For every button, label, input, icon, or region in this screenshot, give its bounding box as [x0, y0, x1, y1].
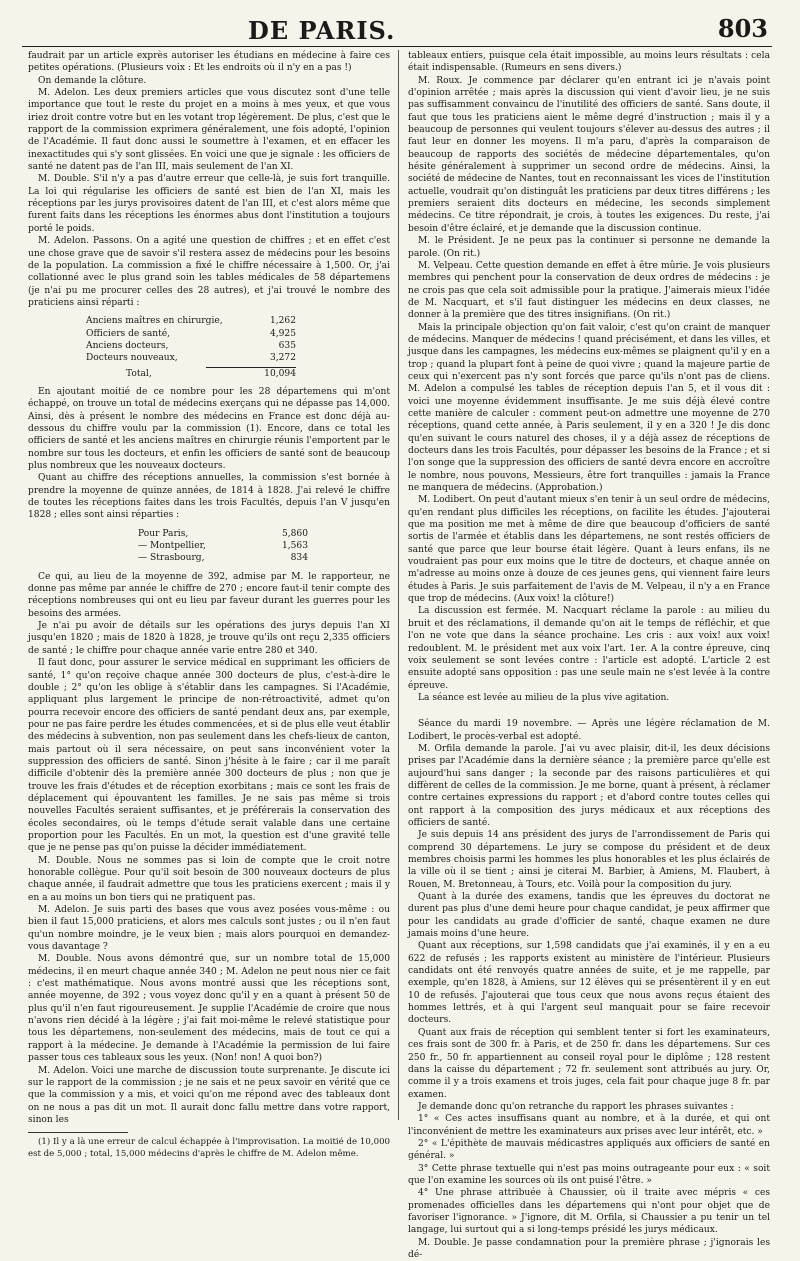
row-label: Pour Paris, [138, 528, 189, 539]
total-label: Total, [126, 368, 152, 379]
paragraph: M. Double. S'il n'y a pas d'autre erreur que celle-là, je suis fort tranquille. La loi qui régularise les officiers de santé est bien de l'an XI, mais les réceptions par les jurys provisoires datent de l'an III, et c'est alors même que furent faits dans les réceptions les énormes abus dont l'institution a toujours porté le poids. [28, 174, 390, 234]
row-label: Officiers de santé, [86, 328, 171, 339]
page-number: 803 [717, 14, 768, 43]
paragraph: La séance est levée au milieu de la plus vive agitation. [418, 692, 670, 703]
footnote: (1) Il y a là une erreur de calcul échappée à l'improvisation. La moitié de 10,000 est de 5,000 ; total, 15,000 médecins d'après le chiffre de M. Adelon même. [28, 1137, 390, 1159]
paragraph: Quant aux frais de réception qui semblent tenter si fort les examinateurs, ces frais sont de 300 fr. à Paris, et de 250 fr. dans les départemens. Sur ces 250 fr., 50 fr. appartiennent au conseil royal pour le diplôme ; 128 restent dans la caisse du département ; 72 fr. seulement sont attribués au jury. Or, comme il y a trois examens et trois juges, cela fait pour chaque juge 8 fr. par examen. [408, 1027, 770, 1100]
receptions-table [138, 528, 308, 565]
row-value: 4,925 [269, 328, 296, 339]
paragraph: 4° Une phrase attribuée à Chaussier, où il traite avec mépris « ces promenades officielles dans les départemens qui n'ont pour objet que de favoriser l'ignorance. » J'ignore, dit M. Orfila, si Chaussier a pu tenir un tel langage, lui surtout qui a si long-temps présidé les jurys médicaux. [408, 1188, 770, 1236]
paragraph: M. Double. Nous avons démontré que, sur un nombre total de 15,000 médecins, il en meurt chaque année 340 ; M. Adelon ne peut nous nier ce fait : c'est mathématique. Nous avons montré aussi que les réceptions sont, année moyenne, de 392 ; vous voyez donc qu'il y en a quant à présent 50 de plus qu'il n'en faut rigoureusement. Je supplie l'Académie de croire que nous n'avons rien décidé à la légère ; j'ai fait moi-même le relevé statistique pour tous les départemens, non-seulement des médecins, mais de tout ce qui a rapport à la médecine. Je demande à l'Académie la permission de lui faire passer tous ces tableaux sous les yeux. (Non! non! A quoi bon?) [28, 954, 390, 1064]
row-label: Anciens docteurs, [86, 340, 169, 351]
paragraph: M. le Président. Je ne peux pas la continuer si personne ne demande la parole. (On rit.) [408, 236, 770, 259]
paragraph: Quant au chiffre des réceptions annuelles, la commission s'est bornée à prendre la moyenne de quinze années, de 1814 à 1828. J'ai relevé le chiffre de toutes les réceptions faites dans les trois Facultés, depuis l'an V jusqu'en 1828 ; elles sont ainsi réparties : [28, 473, 390, 521]
paragraph: Je demande donc qu'on retranche du rapport les phrases suivantes : [418, 1101, 734, 1112]
paragraph: M. Adelon. Les deux premiers articles que vous discutez sont d'une telle importance que tout le reste du projet en a moins à mes yeux, et que vous iriez droit contre votre but en les votant trop légèrement. De plus, c'est que le rapport de la commission exprimera généralement, une fois adopté, l'opinion de l'Académie. Il faut donc aussi le soumettre à l'examen, et en effacer les inexactitudes qui s'y sont glissées. En voici une que je signale : les officiers de santé ne datent pas de l'an III, mais seulement de l'an XI. [28, 88, 390, 173]
paragraph: M. Velpeau. Cette question demande en effet à être mûrie. Je vois plusieurs membres qui penchent pour la conservation de deux ordres de médecins : je ne crois pas que cela soit admissible pour la pratique. J'aimerais mieux l'idée de M. Nacquart, et s'il faut distinguer les médecins en deux classes, ne donner à la première que des titres insignifians. (On rit.) [408, 260, 770, 321]
paragraph: M. Orfila demande la parole. J'ai vu avec plaisir, dit-il, les deux décisions prises par l'Académie dans la dernière séance ; la première parce qu'elle est aujourd'hui sans danger ; la seconde par des raisons particulières et qui diffèrent de celles de la commission. Je me borne, quant à présent, à réclamer contre certaines expressions du rapport ; et d'abord contre toutes celles qui ont rapport à la composition des jurys médicaux et aux réceptions des officiers de santé. [408, 743, 770, 828]
paragraph: faudrait par un article exprès autoriser les étudians en médecine à faire ces petites opérations. (Plusieurs voix : Et les endroits où il n'y en a pas !) [28, 51, 390, 74]
paragraph: La discussion est fermée. M. Nacquart réclame la parole : au milieu du bruit et des réclamations, il demande qu'on ait le temps de réfléchir, et que l'on ne vote que dans la séance prochaine. Les cris : aux voix! aux voix! redoublent. M. le président met aux voix l'art. 1er. A la contre épreuve, cinq voix seulement se sont levées contre : l'article est adopté. L'article 2 est ensuite adopté sans opposition : pas une seule main ne s'est levée à la contre épreuve. [408, 606, 770, 691]
table-row [86, 328, 296, 340]
paragraph: 2° « L'épithète de mauvais médicastres appliqués aux officiers de santé en général. » [408, 1138, 770, 1162]
paragraph: M. Adelon. Je suis parti des bases que vous avez posées vous-même : ou bien il faut 15,000 praticiens, et alors mes calculs sont justes ; ou il n'en faut qu'un nombre moindre, je le veux bien ; mais alors pourquoi en demandez-vous davantage ? [28, 905, 390, 953]
total-value: 10,094 [264, 368, 296, 379]
paragraph: 1° « Ces actes insuffisans quant au nombre, et à la durée, et qui ont l'inconvénient de mettre les examinateurs aux prises avec leur intérêt, etc. » [408, 1114, 770, 1137]
paragraph: M. Adelon. Voici une marche de discussion toute surprenante. Je discute ici sur le rapport de la commission ; je ne sais et ne peux savoir en vérité que ce que la commission y a mis, et voici qu'on me répond avec des tableaux dont on ne nous a pas dit un mot. Il aurait donc fallu mettre dans votre rapport, sinon les [28, 1065, 390, 1125]
paragraph: 3° Cette phrase textuelle qui n'est pas moins outrageante pour eux : « soit que l'on examine les sources où ils ont puisé l'être. » [408, 1163, 770, 1186]
row-value: 834 [290, 553, 308, 564]
paragraph: En ajoutant moitié de ce nombre pour les 28 départemens qui m'ont échappé, on trouve un total de médecins exerçans qui ne dépasse pas 14,000. Ainsi, dès à présent le nombre des médecins en France est donc déjà au-dessous du chiffre voulu par la commission (1). Encore, dans ce total les officiers de santé et les anciens maîtres en chirurgie réunis l'emportent par le nombre sur tous les docteurs, et enfin les officiers de santé sont de beaucoup plus nombreux que les nouveaux docteurs. [28, 386, 390, 471]
column-divider [398, 50, 399, 1120]
paragraph: tableaux entiers, puisque cela était impossible, au moins leurs résultats : cela était indispensable. (Rumeurs en sens divers.) [408, 51, 770, 74]
row-label: — Montpellier, [138, 541, 206, 552]
row-label: — Strasbourg, [138, 553, 205, 564]
practitioner-table [86, 315, 296, 380]
paragraph: Je suis depuis 14 ans président des jurys de l'arrondissement de Paris qui comprend 30 départemens. Le jury se compose du président et de deux membres choisis parmi les hommes les plus honorables et les plus éclairés de la ville où il se tient ; ainsi je citerai M. Barbier, à Amiens, M. Flaubert, à Rouen, M. Bretonneau, à Tours, etc. Voilà pour la composition du jury. [408, 830, 770, 890]
paragraph: Il faut donc, pour assurer le service médical en supprimant les officiers de santé, 1° qu'on reçoive chaque année 300 docteurs de plus, c'est-à-dire le double ; 2° qu'on les oblige à s'établir dans les campagnes. Si l'Académie, appliquant plus largement le principe de non-rétroactivité, admet qu'on pourra recevoir encore des officiers de santé pendant deux ans, par exemple, pour ne pas faire perdre les études commencées, et si de plus elle veut établir des médecins à subvention, non pas seulement dans les chefs-lieux de canton, mais partout où il sera nécessaire, on peut sans inconvénient voter la suppression des officiers de santé. Sinon j'hésite à le faire ; car il me paraît difficile d'obtenir dès la première année 300 docteurs de plus ; non que je trouve les frais d'études et de réception exorbitans ; mais ce sont les frais de déplacement qui épouvantent les familles. Je ne sais pas même si trois nouvelles Facultés seraient suffisantes, et je préférerais la conservation des écoles secondaires, où le temps d'étude serait valable dans une certaine proportion pour les Facultés. En un mot, la question est d'une gravité telle que je ne pense pas qu'on puisse la décider immédiatement. [28, 658, 390, 854]
row-value: 635 [278, 340, 296, 351]
row-value: 1,262 [269, 316, 296, 327]
paragraph: M. Double. Je passe condamnation pour la première phrase ; j'ignorais les dé- [408, 1237, 770, 1260]
session-heading: Séance du mardi 19 novembre. — Après une légère réclamation de M. Lodibert, le procès-verbal est adopté. [408, 719, 770, 742]
paragraph: M. Roux. Je commence par déclarer qu'en entrant ici je n'avais point d'opinion arrêtée ; mais après la discussion qui vient d'avoir lieu, je ne suis pas suffisamment convaincu de l'inutilité des officiers de santé. Sans doute, il faut que tous les praticiens aient le même degré d'instruction ; mais il y a beaucoup de personnes qui veulent toujours s'élever au-dessus des autres ; il faut leur en donner les moyens. Il m'a paru, d'après la comparaison de beaucoup de rapports des sociétés de médecine départementales, qu'on hésite généralement à supprimer un second ordre de médecins. Ainsi, la société de médecine de Nantes, tout en reconnaissant les vices de l'institution actuelle, voudrait qu'on distinguât les praticiens par deux titres différens ; les premiers seraient dits docteurs en médecine, les seconds simplement médecins. Ce titre répondrait, je crois, à toutes les exigences. Du reste, j'ai besoin d'être éclairé, et je demande que la discussion continue. [408, 75, 770, 234]
running-title: DE PARIS. [248, 16, 396, 45]
left-column [28, 50, 390, 1160]
table-row [138, 552, 308, 564]
paragraph: Ce qui, au lieu de la moyenne de 392, admise par M. le rapporteur, ne donne pas même par année le chiffre de 270 ; encore faut-il tenir compte des réceptions nombreuses qui ont eu lieu par faveur durant les guerres pour les besoins des armées. [28, 571, 390, 619]
table-total-row [86, 368, 296, 380]
paragraph: Mais la principale objection qu'on fait valoir, c'est qu'on craint de manquer de médecins. Manquer de médecins ! quand précisément, et dans les villes, et jusque dans les campagnes, les médecins eux-mêmes se plaignent qu'il y en a trop ; quand la plupart font à peine de quoi vivre ; quand la majeure partie de ceux qui n'exercent pas n'y sont forcés que parce qu'ils n'ont pas de cliens. M. Adelon a compulsé les tables de réception depuis l'an 5, et il vous dit : voici une moyenne évidemment insuffisante. Je me suis déjà élevé contre cette manière de calculer : comment peut-on admettre une moyenne de 270 réceptions, quand cette année, à Paris seulement, il y en a 320 ! Je dis donc qu'en suivant le cours naturel des choses, il y a déjà assez de réceptions de docteurs dans les trois Facultés, pour dépasser les besoins de la France ; et si l'on songe que la suppression des officiers de santé devra encore en accroître le nombre, nous pouvons, Messieurs, être fort tranquilles : jamais la France ne manquera de médecins. (Approbation.) [408, 322, 770, 494]
table-row [86, 340, 296, 352]
header-rule [22, 46, 772, 47]
row-label: Docteurs nouveaux, [86, 353, 178, 364]
row-value: 3,272 [269, 353, 296, 364]
row-value: 1,563 [281, 541, 308, 552]
table-row [86, 352, 296, 364]
paragraph: On demande la clôture. [38, 75, 147, 86]
footnote-rule [28, 1132, 128, 1133]
paragraph: Quant aux réceptions, sur 1,598 candidats que j'ai examinés, il y en a eu 622 de refusés ; les rapports existent au ministère de l'intérieur. Plusieurs candidats ont été renvoyés quatre années de suite, et je me rappelle, par exemple, qu'en 1828, à Amiens, sur 12 élèves qui se présentèrent il y en eut 10 de refusés. J'ajouterai que tous ceux que nous avons reçus étaient des hommes lettrés, et à qui l'argent seul manquait pour se faire recevoir docteurs. [408, 941, 770, 1026]
row-label: Anciens maîtres en chirurgie, [86, 316, 223, 327]
page-header [0, 4, 800, 44]
table-row [138, 528, 308, 540]
paragraph: M. Lodibert. On peut d'autant mieux s'en tenir à un seul ordre de médecins, qu'en rendant plus difficiles les réceptions, on facilite les études. J'ajouterai que ma position me met à même de dire que beaucoup d'officiers de santé sortis de l'armée et établis dans les départemens, ne sont restés officiers de santé que parce que leur bourse était légère. Quant à leurs enfans, ils ne voudraient pas pour eux moins que le titre de docteurs, et chaque année on m'adresse au moins onze à douze de ces jeunes gens, qui viennent faire leurs études à Paris. Je suis parfaitement de l'avis de M. Velpeau, il n'y a en France que trop de médecins. (Aux voix! la clôture!) [408, 495, 770, 605]
table-row [86, 315, 296, 327]
paragraph: M. Adelon. Passons. On a agité une question de chiffres ; et en effet c'est une chose grave que de savoir s'il restera assez de médecins pour les besoins de la population. La commission a fixé le chiffre nécessaire à 1,500. Or, j'ai collationné avec le plus grand soin les tables médicales de 58 départemens (je n'ai pu me procurer celles des 28 autres), et j'ai trouvé le nombre des praticiens ainsi réparti : [28, 236, 390, 308]
paragraph: Quant à la durée des examens, tandis que les épreuves du doctorat ne durent pas plus d'une demi heure pour chaque candidat, je peux affirmer que pour les candidats au grade d'officier de santé, chaque examen ne dure jamais moins d'une heure. [408, 892, 770, 940]
right-column [408, 50, 770, 1261]
table-row [138, 540, 308, 552]
paragraph: M. Double. Nous ne sommes pas si loin de compte que le croit notre honorable collègue. Pour qu'il soit besoin de 300 nouveaux docteurs de plus chaque année, il faudrait admettre que tous les praticiens exercent ; mais il y en a au moins un bon tiers qui ne pratiquent pas. [28, 855, 390, 903]
row-value: 5,860 [281, 528, 308, 539]
paragraph: Je n'ai pu avoir de détails sur les opérations des jurys depuis l'an XI jusqu'en 1820 ; mais de 1820 à 1828, je trouve qu'ils ont reçu 2,335 officiers de santé ; le chiffre pour chaque année varie entre 280 et 340. [28, 621, 390, 656]
